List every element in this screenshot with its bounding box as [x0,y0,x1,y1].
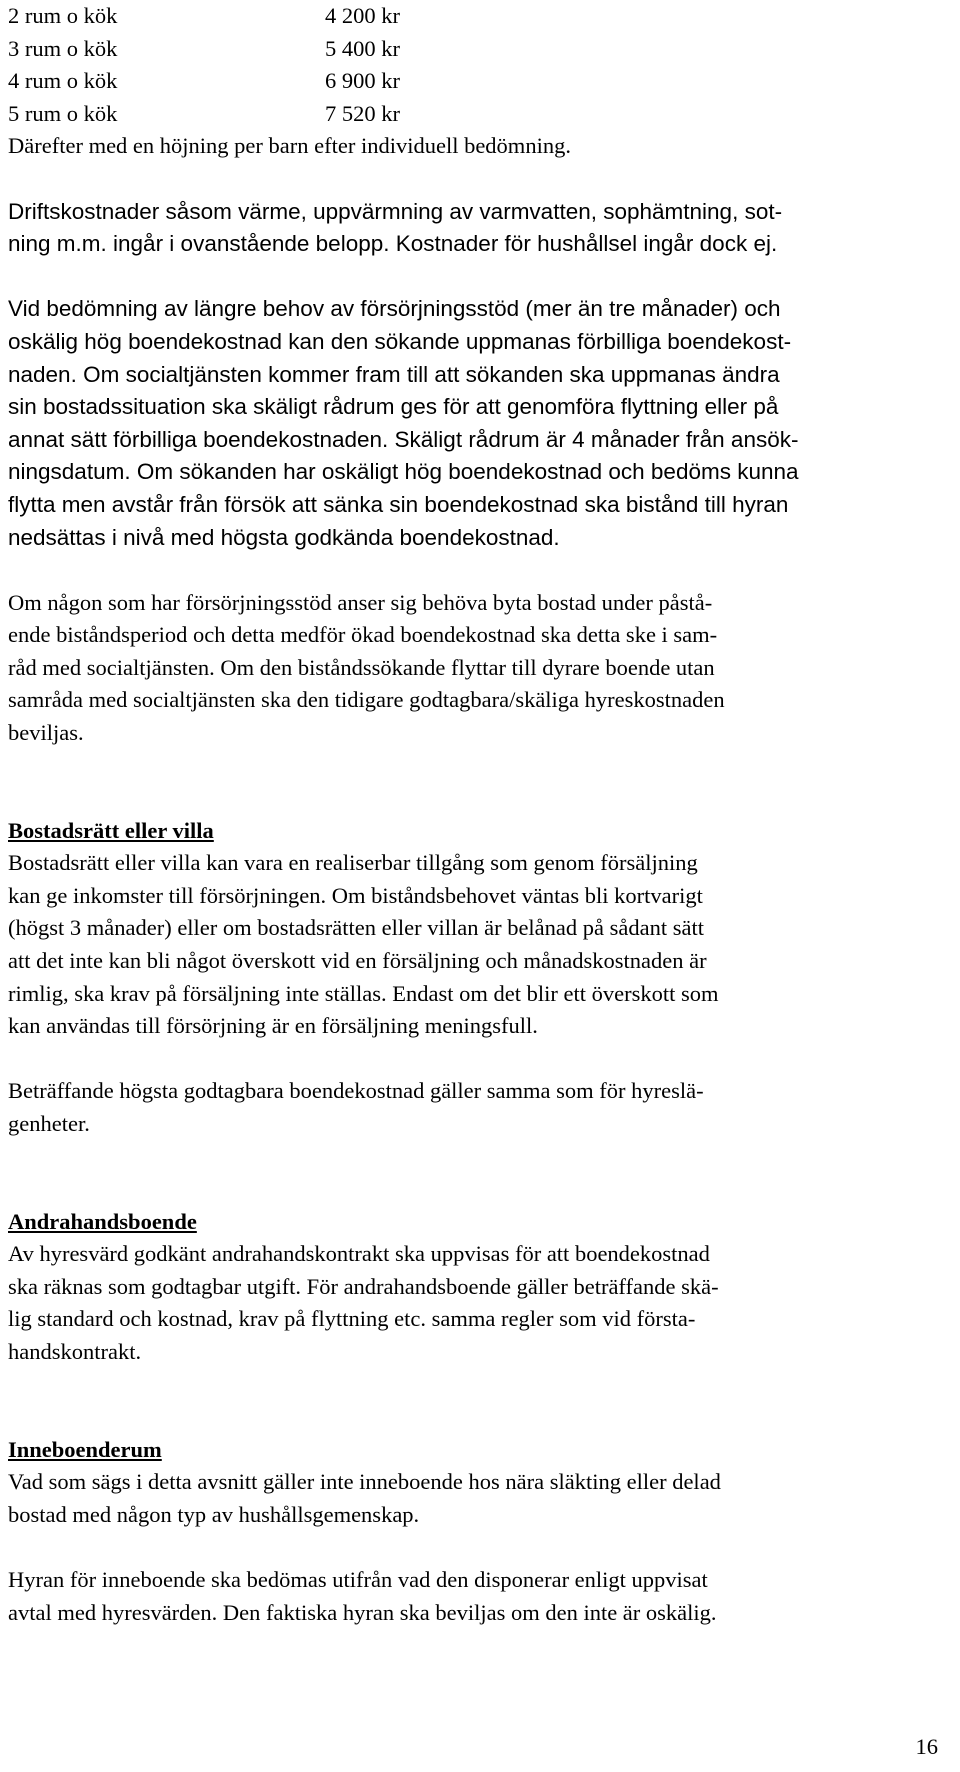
text-line: Vid bedömning av längre behov av försörjningsstöd (mer än tre månader) och [8,296,781,322]
operating-costs-paragraph [8,196,948,261]
text-line: Driftskostnader såsom värme, uppvärmning av varmvatten, sophämtning, sot- [8,198,783,224]
text-line: samråda med socialtjänsten ska den tidigare godtagbara/skäliga hyreskostnaden [8,687,725,713]
rent-row [8,33,948,66]
text-line: Hyran för inneboende ska bedömas utifrån vad den disponerar enligt uppvisat [8,1566,708,1592]
text-line: Bostadsrätt eller villa kan vara en realiserbar tillgång som genom försäljning [8,850,698,876]
document-page [8,0,948,1629]
text-line: beviljas. [8,720,84,746]
rent-rooms: 4 rum o kök [8,68,118,94]
text-line: handskontrakt. [8,1338,142,1364]
spacer [8,1141,948,1206]
text-line: annat sätt förbilliga boendekostnaden. Skäligt rådrum är 4 månader från ansök- [8,426,799,452]
text-line: Om någon som har försörjningsstöd anser sig behöva byta bostad under påstå- [8,589,713,615]
section-heading: Andrahandsboende [8,1208,197,1234]
page-number: 16 [915,1734,938,1759]
rent-row [8,65,948,98]
rent-amount: 4 200 kr [325,3,400,28]
section-heading: Inneboenderum [8,1436,162,1462]
rent-row [8,0,948,33]
section-heading: Bostadsrätt eller villa [8,817,214,843]
spacer [8,1043,948,1076]
spacer [8,261,948,294]
text-line: rimlig, ska krav på försäljning inte ställas. Endast om det blir ett överskott som [8,980,719,1006]
text-line: att det inte kan bli något överskott vid en försäljning och månadskostnaden är [8,948,707,974]
text-line: kan ge inkomster till försörjningen. Om biståndsbehovet väntas bli kortvarigt [8,882,703,908]
spacer [8,554,948,587]
text-line: lig standard och kostnad, krav på flyttning etc. samma regler som vid första- [8,1306,696,1332]
spacer [8,163,948,196]
spacer [8,1369,948,1434]
spacer [8,1531,948,1564]
text-line: ende biståndsperiod och detta medför ökad boendekostnad ska detta ske i sam- [8,622,718,648]
text-line: oskälig hög boendekostnad kan den sökande uppmanas förbilliga boendekost- [8,328,792,354]
long-term-paragraph [8,293,948,554]
text-line: sin bostadssituation ska skäligt rådrum ges för att genomföra flyttning eller på [8,394,779,420]
text-line: nedsättas i nivå med högsta godkända boendekostnad. [8,524,560,550]
changing-home-paragraph [8,587,948,750]
after-table-text: Därefter med en höjning per barn efter individuell bedömning. [8,133,571,159]
rent-amount: 6 900 kr [325,68,400,94]
text-line: Av hyresvärd godkänt andrahandskontrakt ska uppvisas för att boendekostnad [8,1241,710,1267]
rent-rooms: 3 rum o kök [8,35,118,61]
text-line: (högst 3 månader) eller om bostadsrätten eller villan är belånad på sådant sätt [8,915,704,941]
spacer [8,750,948,815]
text-line: ska räknas som godtagbar utgift. För andrahandsboende gäller beträffande skä- [8,1273,719,1299]
rent-rooms: 2 rum o kök [8,3,118,28]
section-inneboende [8,1434,948,1630]
text-line: Vad som sägs i detta avsnitt gäller inte inneboende hos nära släkting eller delad [8,1469,721,1495]
rent-rooms: 5 rum o kök [8,100,118,126]
rent-row [8,98,948,131]
text-line: ning m.m. ingår i ovanstående belopp. Kostnader för hushållsel ingår dock ej. [8,231,778,257]
section-andrahand [8,1206,948,1369]
text-line: Beträffande högsta godtagbara boendekostnad gäller samma som för hyreslä- [8,1078,704,1104]
section-bostadsratt [8,815,948,1141]
text-line: avtal med hyresvärden. Den faktiska hyran ska beviljas om den inte är oskälig. [8,1599,717,1625]
text-line: råd med socialtjänsten. Om den biståndssökande flyttar till dyrare boende utan [8,654,715,680]
text-line: bostad med någon typ av hushållsgemenskap. [8,1501,420,1527]
rent-amount: 5 400 kr [325,35,400,61]
text-line: ningsdatum. Om sökanden har oskäligt hög boendekostnad och bedöms kunna [8,459,799,485]
text-line: naden. Om socialtjänsten kommer fram till att sökanden ska uppmanas ändra [8,361,780,387]
text-line: flytta men avstår från försök att sänka sin boendekostnad ska bistånd till hyran [8,491,789,517]
text-line: genheter. [8,1111,90,1136]
text-line: kan användas till försörjning är en försäljning meningsfull. [8,1013,538,1039]
rent-table [8,0,948,130]
rent-amount: 7 520 kr [325,100,400,126]
